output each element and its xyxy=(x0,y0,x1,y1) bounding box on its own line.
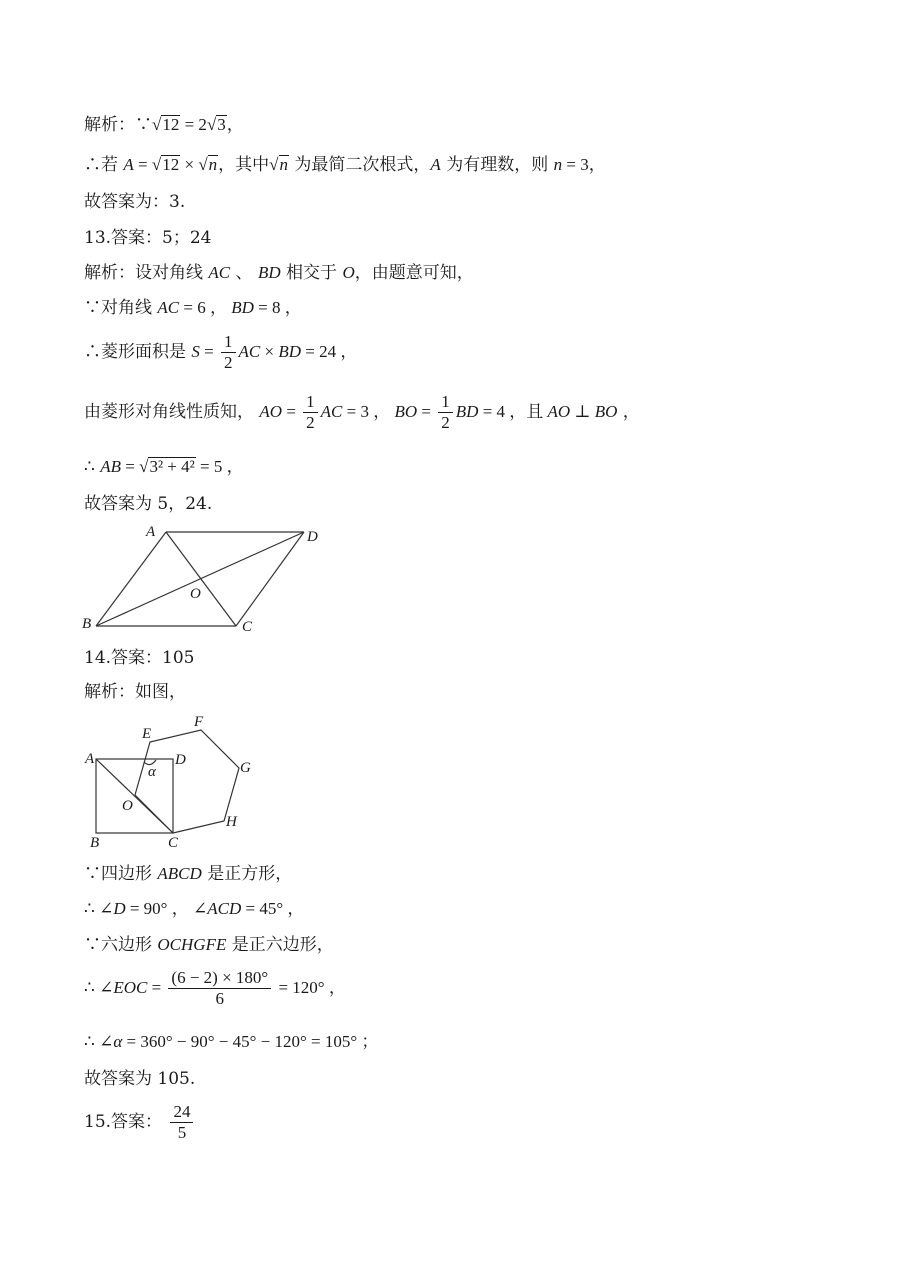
var: BO xyxy=(394,402,418,421)
var: AC xyxy=(320,402,343,421)
solution-14-line-4 xyxy=(84,935,334,955)
label-alpha: α xyxy=(148,764,156,780)
text: = 2 xyxy=(180,115,207,134)
text: 15.答案： xyxy=(84,1112,168,1132)
var: BO xyxy=(594,402,618,421)
fraction xyxy=(170,1102,193,1143)
text: = 45° ， xyxy=(241,899,305,918)
var: BD xyxy=(231,298,254,317)
solution-14-line-2 xyxy=(84,864,292,884)
var: AC xyxy=(238,342,261,361)
text: = 360° − 90° − 45° − 120° = 105° ； xyxy=(122,1032,379,1051)
figure-square-hexagon xyxy=(80,710,270,858)
solution-14-line-3 xyxy=(84,899,304,919)
denominator: 5 xyxy=(177,1123,187,1142)
text: 相交于 xyxy=(280,263,343,283)
radicand: n xyxy=(208,155,218,174)
text: ∴ ∠ xyxy=(84,899,114,918)
edge-ba xyxy=(96,532,166,626)
text: ，由题意可知， xyxy=(354,263,474,283)
text: = xyxy=(133,155,152,174)
label-o: O xyxy=(190,586,201,602)
text: ，其中 xyxy=(218,155,270,175)
text: ∴ xyxy=(84,457,101,477)
edge-dc xyxy=(236,532,304,626)
var: BD xyxy=(257,263,281,282)
label-g: G xyxy=(240,760,251,776)
text: = xyxy=(121,457,140,476)
answer-15 xyxy=(84,1102,196,1143)
denominator: 6 xyxy=(215,989,225,1008)
text: ， xyxy=(617,402,640,422)
fraction xyxy=(168,968,271,1009)
radicand: 3² + 4² xyxy=(149,457,195,476)
solution-13-line-2 xyxy=(84,298,302,318)
text: 解析：设对角线 xyxy=(84,263,209,283)
text: = xyxy=(417,402,436,421)
label-a: A xyxy=(85,751,95,767)
var: S xyxy=(191,342,200,361)
solution-14-line-5 xyxy=(84,968,346,1009)
var: OCHGFE xyxy=(157,935,227,954)
text: ∴若 xyxy=(84,155,124,175)
solution-14-line-6 xyxy=(84,1032,378,1052)
text: = xyxy=(147,978,166,997)
var: AO xyxy=(259,402,283,421)
text: × xyxy=(180,155,199,174)
solution-line-3: 故答案为：3. xyxy=(84,192,186,212)
denominator: 2 xyxy=(441,413,450,432)
label-b: B xyxy=(82,616,92,632)
radicand: 12 xyxy=(162,115,180,134)
numerator: 1 xyxy=(438,392,453,413)
var: α xyxy=(113,1032,123,1051)
var: AO xyxy=(547,402,571,421)
hexagon-ochgfe xyxy=(135,730,239,833)
text: = 8 ， xyxy=(253,298,302,317)
solution-13-line-4 xyxy=(84,392,640,433)
var: n xyxy=(553,155,563,174)
radicand: 12 xyxy=(162,155,180,174)
label-o: O xyxy=(122,798,133,814)
text: 由菱形对角线性质知， xyxy=(84,402,260,422)
var: ABCD xyxy=(157,864,202,883)
text: 解析：∵ xyxy=(84,115,152,135)
var: BD xyxy=(455,402,479,421)
text: ∵四边形 xyxy=(84,864,158,884)
text: = 6 ， xyxy=(179,298,232,317)
label-h: H xyxy=(226,814,237,830)
text: ∴菱形面积是 xyxy=(84,342,192,362)
text: = xyxy=(282,402,301,421)
var: O xyxy=(342,263,355,282)
text: 为最简二次根式， xyxy=(289,155,431,175)
text: = 3， xyxy=(562,155,606,174)
answer-14: 14.答案：105 xyxy=(84,648,195,668)
numerator: 1 xyxy=(303,392,318,413)
var: D xyxy=(113,899,126,918)
text: 是正方形， xyxy=(201,864,293,884)
solution-13-line-1 xyxy=(84,263,474,283)
var: A xyxy=(430,155,441,174)
text: ， xyxy=(226,115,244,135)
text: ∵六边形 xyxy=(84,935,158,955)
label-e: E xyxy=(142,726,152,742)
text: = 120° ， xyxy=(274,978,346,997)
hexagon-edge-co xyxy=(135,795,173,833)
solution-13-line-5: ∴ AB = √3² + 4² = 5 ， xyxy=(84,457,244,477)
var: EOC xyxy=(113,978,148,997)
label-c: C xyxy=(242,619,253,635)
label-f: F xyxy=(194,714,204,730)
text: = 5 ， xyxy=(195,457,244,476)
text: ∴ ∠ xyxy=(84,1032,114,1051)
numerator: (6 − 2) × 180° xyxy=(168,968,271,989)
numerator: 24 xyxy=(170,1102,193,1123)
numerator: 1 xyxy=(221,332,236,353)
text: ⊥ xyxy=(570,402,595,421)
text: ∴ ∠ xyxy=(84,978,114,997)
var: ACD xyxy=(207,899,242,918)
solution-13-line-3 xyxy=(84,332,357,373)
solution-line-2: ∴若 A = √12 × √n，其中√n 为最简二次根式，A 为有理数，则 n = 3， xyxy=(84,155,606,175)
text: = 3 ， xyxy=(342,402,395,421)
text: ∵对角线 xyxy=(84,298,158,318)
label-b: B xyxy=(90,835,100,851)
solution-13-line-6: 故答案为 5，24. xyxy=(84,494,213,514)
text: 、 xyxy=(230,263,258,283)
solution-14-line-7: 故答案为 105. xyxy=(84,1069,196,1089)
radicand: n xyxy=(279,155,289,174)
answer-13: 13.答案：5；24 xyxy=(84,228,212,248)
fraction xyxy=(303,392,318,433)
text: 是正六边形， xyxy=(226,935,334,955)
fraction xyxy=(438,392,453,433)
denominator: 2 xyxy=(306,413,315,432)
var: BD xyxy=(278,342,301,361)
text: = 4 ，且 xyxy=(478,402,548,421)
figure-parallelogram xyxy=(80,520,340,635)
var: A xyxy=(123,155,134,174)
solution-line-1: 解析：∵√12 = 2√3， xyxy=(84,115,244,135)
text: = xyxy=(199,342,218,361)
text: 为有理数，则 xyxy=(440,155,554,175)
label-d: D xyxy=(307,529,318,545)
solution-14-line-1: 解析：如图， xyxy=(84,682,186,702)
text: × xyxy=(260,342,279,361)
diagonal-bd xyxy=(96,532,304,626)
var: AC xyxy=(208,263,231,282)
text: = 90° ， ∠ xyxy=(125,899,208,918)
var: AC xyxy=(157,298,180,317)
fraction xyxy=(221,332,236,373)
label-a: A xyxy=(146,524,156,540)
label-c: C xyxy=(168,835,179,851)
var: AB xyxy=(100,457,122,476)
denominator: 2 xyxy=(224,353,233,372)
radicand: 3 xyxy=(217,115,226,134)
label-d: D xyxy=(175,752,186,768)
text: = 24 ， xyxy=(301,342,358,361)
